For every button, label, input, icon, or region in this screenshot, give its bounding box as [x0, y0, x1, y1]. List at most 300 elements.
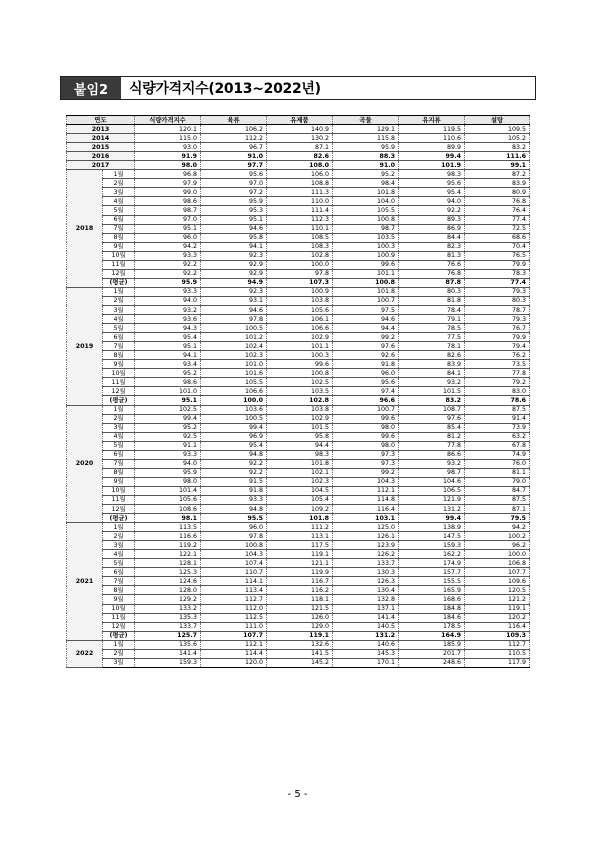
- month-cell: 5월: [103, 559, 135, 568]
- month-cell: 11월: [103, 378, 135, 387]
- value-cell: 92.2: [201, 468, 267, 477]
- value-cell: 83.9: [465, 179, 530, 188]
- value-cell: 102.9: [267, 414, 333, 423]
- value-cell: 87.2: [465, 170, 530, 179]
- month-cell: 12월: [103, 269, 135, 278]
- average-label: (평균): [103, 396, 135, 405]
- value-cell: 96.0: [333, 369, 399, 378]
- value-cell: 79.3: [465, 315, 530, 324]
- value-cell: 95.6: [201, 170, 267, 179]
- table-row-month: [67, 233, 530, 242]
- value-cell: 97.0: [135, 215, 201, 224]
- value-cell: 104.3: [333, 477, 399, 486]
- value-cell: 79.1: [399, 315, 465, 324]
- value-cell: 125.7: [135, 631, 201, 640]
- value-cell: 100.7: [333, 405, 399, 414]
- value-cell: 92.3: [201, 251, 267, 260]
- value-cell: 106.6: [267, 324, 333, 333]
- value-cell: 100.3: [333, 242, 399, 251]
- value-cell: 94.1: [135, 351, 201, 360]
- value-cell: 95.8: [267, 432, 333, 441]
- value-cell: 140.6: [333, 640, 399, 649]
- value-cell: 110.1: [267, 224, 333, 233]
- table-row-month: [67, 170, 530, 179]
- value-cell: 93.3: [135, 450, 201, 459]
- value-cell: 111.3: [267, 188, 333, 197]
- value-cell: 112.0: [201, 604, 267, 613]
- value-cell: 95.2: [135, 423, 201, 432]
- value-cell: 132.8: [333, 595, 399, 604]
- value-cell: 116.4: [333, 505, 399, 514]
- value-cell: 104.3: [201, 550, 267, 559]
- month-cell: 10월: [103, 486, 135, 495]
- month-cell: 7월: [103, 224, 135, 233]
- month-cell: 3월: [103, 188, 135, 197]
- value-cell: 104.0: [333, 197, 399, 206]
- value-cell: 94.1: [201, 242, 267, 251]
- value-cell: 80.3: [399, 287, 465, 296]
- page-number: - 5 -: [287, 789, 308, 800]
- table-row-month: [67, 432, 530, 441]
- value-cell: 110.5: [465, 649, 530, 658]
- value-cell: 132.6: [267, 640, 333, 649]
- value-cell: 100.0: [465, 550, 530, 559]
- value-cell: 96.9: [201, 432, 267, 441]
- value-cell: 91.0: [201, 152, 267, 161]
- value-cell: 99.4: [135, 414, 201, 423]
- value-cell: 155.5: [399, 577, 465, 586]
- value-cell: 93.3: [201, 495, 267, 504]
- value-cell: 94.0: [399, 197, 465, 206]
- value-cell: 95.1: [135, 342, 201, 351]
- value-cell: 97.3: [333, 450, 399, 459]
- table-row-month: [67, 315, 530, 324]
- table-row-average: [67, 396, 530, 405]
- value-cell: 121.9: [399, 495, 465, 504]
- value-cell: 91.4: [465, 414, 530, 423]
- header-year: 연도: [67, 116, 135, 125]
- value-cell: 92.2: [201, 459, 267, 468]
- value-cell: 96.0: [135, 233, 201, 242]
- value-cell: 72.5: [465, 224, 530, 233]
- value-cell: 106.2: [201, 125, 267, 134]
- month-cell: 1월: [103, 523, 135, 532]
- value-cell: 99.4: [201, 423, 267, 432]
- table-row-month: [67, 378, 530, 387]
- value-cell: 91.8: [333, 360, 399, 369]
- value-cell: 105.6: [267, 305, 333, 314]
- value-cell: 99.6: [333, 260, 399, 269]
- value-cell: 145.2: [267, 658, 333, 667]
- value-cell: 95.4: [201, 441, 267, 450]
- value-cell: 93.2: [399, 378, 465, 387]
- value-cell: 108.8: [267, 179, 333, 188]
- value-cell: 106.6: [201, 387, 267, 396]
- table-row-month: [67, 269, 530, 278]
- value-cell: 97.5: [333, 305, 399, 314]
- value-cell: 117.9: [465, 658, 530, 667]
- value-cell: 114.1: [201, 577, 267, 586]
- value-cell: 93.3: [135, 287, 201, 296]
- value-cell: 114.8: [333, 495, 399, 504]
- value-cell: 97.9: [135, 179, 201, 188]
- table-header-row: [67, 116, 530, 125]
- value-cell: 101.8: [267, 514, 333, 523]
- value-cell: 79.4: [465, 342, 530, 351]
- month-cell: 2월: [103, 179, 135, 188]
- value-cell: 81.3: [399, 251, 465, 260]
- value-cell: 108.0: [267, 161, 333, 170]
- table-row-month: [67, 287, 530, 296]
- value-cell: 112.5: [201, 613, 267, 622]
- value-cell: 108.7: [399, 405, 465, 414]
- value-cell: 119.5: [399, 125, 465, 134]
- value-cell: 103.1: [333, 514, 399, 523]
- month-cell: 1월: [103, 170, 135, 179]
- value-cell: 101.8: [333, 287, 399, 296]
- value-cell: 159.3: [135, 658, 201, 667]
- value-cell: 100.0: [201, 396, 267, 405]
- appendix-tag: 붙임2: [61, 77, 121, 99]
- value-cell: 96.8: [135, 170, 201, 179]
- table-row-month: [67, 188, 530, 197]
- table-row-month: [67, 586, 530, 595]
- value-cell: 129.1: [333, 125, 399, 134]
- value-cell: 105.5: [201, 378, 267, 387]
- average-label: (평균): [103, 631, 135, 640]
- value-cell: 117.5: [267, 541, 333, 550]
- value-cell: 77.4: [465, 278, 530, 287]
- value-cell: 76.2: [465, 351, 530, 360]
- value-cell: 97.6: [399, 414, 465, 423]
- value-cell: 98.4: [333, 179, 399, 188]
- value-cell: 162.2: [399, 550, 465, 559]
- value-cell: 94.3: [135, 324, 201, 333]
- value-cell: 87.8: [399, 278, 465, 287]
- value-cell: 248.6: [399, 658, 465, 667]
- value-cell: 77.8: [465, 369, 530, 378]
- value-cell: 95.8: [201, 233, 267, 242]
- value-cell: 133.7: [135, 622, 201, 631]
- month-cell: 6월: [103, 568, 135, 577]
- value-cell: 109.3: [465, 631, 530, 640]
- average-label: (평균): [103, 514, 135, 523]
- table-row-month: [67, 604, 530, 613]
- value-cell: 97.4: [333, 387, 399, 396]
- value-cell: 83.2: [399, 396, 465, 405]
- value-cell: 98.7: [333, 224, 399, 233]
- value-cell: 95.9: [135, 468, 201, 477]
- table-row-month: [67, 640, 530, 649]
- value-cell: 102.9: [267, 333, 333, 342]
- value-cell: 102.1: [267, 468, 333, 477]
- value-cell: 118.1: [267, 595, 333, 604]
- table-row-month: [67, 179, 530, 188]
- value-cell: 97.2: [201, 188, 267, 197]
- value-cell: 99.4: [399, 152, 465, 161]
- header-meat: 육류: [201, 116, 267, 125]
- value-cell: 135.6: [135, 640, 201, 649]
- value-cell: 111.4: [267, 206, 333, 215]
- value-cell: 79.9: [465, 260, 530, 269]
- value-cell: 73.5: [465, 360, 530, 369]
- value-cell: 78.3: [465, 269, 530, 278]
- value-cell: 98.3: [267, 450, 333, 459]
- value-cell: 121.2: [465, 595, 530, 604]
- value-cell: 120.5: [465, 586, 530, 595]
- value-cell: 107.7: [201, 631, 267, 640]
- value-cell: 133.7: [333, 559, 399, 568]
- value-cell: 129.2: [135, 595, 201, 604]
- value-cell: 67.8: [465, 441, 530, 450]
- value-cell: 78.6: [465, 396, 530, 405]
- value-cell: 106.8: [465, 559, 530, 568]
- value-cell: 96.7: [201, 143, 267, 152]
- year-cell: 2013: [67, 125, 135, 134]
- value-cell: 122.1: [135, 550, 201, 559]
- value-cell: 92.9: [201, 269, 267, 278]
- value-cell: 81.8: [399, 296, 465, 305]
- value-cell: 125.3: [135, 568, 201, 577]
- value-cell: 111.6: [465, 152, 530, 161]
- table-row-month: [67, 441, 530, 450]
- value-cell: 128.0: [135, 586, 201, 595]
- value-cell: 116.4: [465, 622, 530, 631]
- table-row-month: [67, 305, 530, 314]
- value-cell: 102.8: [267, 251, 333, 260]
- value-cell: 80.9: [465, 188, 530, 197]
- value-cell: 184.6: [399, 613, 465, 622]
- value-cell: 100.8: [267, 369, 333, 378]
- value-cell: 98.7: [135, 206, 201, 215]
- value-cell: 98.6: [135, 197, 201, 206]
- value-cell: 98.7: [399, 468, 465, 477]
- value-cell: 109.5: [465, 125, 530, 134]
- value-cell: 99.4: [399, 514, 465, 523]
- value-cell: 103.5: [267, 387, 333, 396]
- table-row-month: [67, 251, 530, 260]
- value-cell: 105.6: [135, 495, 201, 504]
- value-cell: 101.2: [201, 333, 267, 342]
- value-cell: 99.6: [333, 432, 399, 441]
- value-cell: 145.3: [333, 649, 399, 658]
- table-row-month: [67, 477, 530, 486]
- month-cell: 2월: [103, 296, 135, 305]
- value-cell: 93.3: [135, 251, 201, 260]
- value-cell: 95.9: [333, 143, 399, 152]
- value-cell: 78.4: [399, 305, 465, 314]
- value-cell: 95.2: [135, 369, 201, 378]
- value-cell: 170.1: [333, 658, 399, 667]
- value-cell: 98.0: [135, 161, 201, 170]
- value-cell: 178.5: [399, 622, 465, 631]
- month-cell: 12월: [103, 505, 135, 514]
- value-cell: 91.5: [201, 477, 267, 486]
- header-oils: 유지류: [399, 116, 465, 125]
- value-cell: 94.4: [333, 324, 399, 333]
- value-cell: 126.3: [333, 577, 399, 586]
- value-cell: 147.5: [399, 532, 465, 541]
- month-cell: 6월: [103, 215, 135, 224]
- value-cell: 107.3: [267, 278, 333, 287]
- table-row-annual: [67, 143, 530, 152]
- value-cell: 110.7: [201, 568, 267, 577]
- value-cell: 109.6: [465, 577, 530, 586]
- value-cell: 115.8: [333, 134, 399, 143]
- table-row-month: [67, 523, 530, 532]
- value-cell: 131.2: [399, 505, 465, 514]
- value-cell: 126.0: [267, 613, 333, 622]
- table-row-month: [67, 459, 530, 468]
- value-cell: 105.5: [333, 206, 399, 215]
- value-cell: 84.1: [399, 369, 465, 378]
- value-cell: 116.2: [267, 586, 333, 595]
- value-cell: 104.5: [267, 486, 333, 495]
- table-row-month: [67, 450, 530, 459]
- value-cell: 174.9: [399, 559, 465, 568]
- value-cell: 113.4: [201, 586, 267, 595]
- table-row-annual: [67, 134, 530, 143]
- value-cell: 113.1: [267, 532, 333, 541]
- value-cell: 98.0: [333, 441, 399, 450]
- value-cell: 102.5: [135, 405, 201, 414]
- value-cell: 141.4: [135, 649, 201, 658]
- value-cell: 130.3: [333, 568, 399, 577]
- value-cell: 120.2: [465, 613, 530, 622]
- year-cell: 2019: [67, 287, 103, 405]
- month-cell: 9월: [103, 360, 135, 369]
- value-cell: 98.0: [333, 423, 399, 432]
- table-row-month: [67, 224, 530, 233]
- value-cell: 91.8: [201, 486, 267, 495]
- value-cell: 95.9: [201, 197, 267, 206]
- month-cell: 7월: [103, 577, 135, 586]
- table-row-month: [67, 360, 530, 369]
- table-row-month: [67, 468, 530, 477]
- value-cell: 70.4: [465, 242, 530, 251]
- header-ffpi: 식량가격지수: [135, 116, 201, 125]
- value-cell: 108.3: [267, 242, 333, 251]
- value-cell: 99.2: [333, 468, 399, 477]
- table-row-month: [67, 622, 530, 631]
- value-cell: 95.1: [201, 215, 267, 224]
- month-cell: 2월: [103, 649, 135, 658]
- value-cell: 105.2: [465, 134, 530, 143]
- value-cell: 116.7: [267, 577, 333, 586]
- value-cell: 95.5: [201, 514, 267, 523]
- value-cell: 76.0: [465, 459, 530, 468]
- table-row-month: [67, 414, 530, 423]
- year-cell: 2017: [67, 161, 135, 170]
- value-cell: 133.2: [135, 604, 201, 613]
- table-row-month: [67, 532, 530, 541]
- month-cell: 5월: [103, 441, 135, 450]
- value-cell: 93.4: [135, 360, 201, 369]
- value-cell: 92.2: [135, 269, 201, 278]
- value-cell: 91.0: [333, 161, 399, 170]
- value-cell: 93.2: [135, 305, 201, 314]
- month-cell: 12월: [103, 387, 135, 396]
- value-cell: 100.9: [333, 251, 399, 260]
- month-cell: 5월: [103, 324, 135, 333]
- title-bar: [60, 76, 536, 100]
- value-cell: 77.5: [399, 333, 465, 342]
- value-cell: 103.5: [333, 233, 399, 242]
- month-cell: 3월: [103, 423, 135, 432]
- value-cell: 86.6: [399, 450, 465, 459]
- value-cell: 82.3: [399, 242, 465, 251]
- table-row-month: [67, 296, 530, 305]
- value-cell: 108.6: [135, 505, 201, 514]
- value-cell: 121.5: [267, 604, 333, 613]
- value-cell: 120.1: [135, 125, 201, 134]
- month-cell: 8월: [103, 468, 135, 477]
- value-cell: 111.2: [267, 523, 333, 532]
- month-cell: 1월: [103, 405, 135, 414]
- year-cell: 2015: [67, 143, 135, 152]
- value-cell: 97.8: [201, 532, 267, 541]
- value-cell: 119.2: [135, 541, 201, 550]
- value-cell: 97.8: [267, 269, 333, 278]
- value-cell: 107.7: [465, 568, 530, 577]
- value-cell: 102.5: [267, 378, 333, 387]
- value-cell: 106.5: [399, 486, 465, 495]
- value-cell: 141.4: [333, 613, 399, 622]
- table-row-month: [67, 613, 530, 622]
- value-cell: 140.5: [333, 622, 399, 631]
- value-cell: 115.0: [135, 134, 201, 143]
- value-cell: 87.1: [465, 505, 530, 514]
- value-cell: 201.7: [399, 649, 465, 658]
- month-cell: 10월: [103, 369, 135, 378]
- value-cell: 111.0: [201, 622, 267, 631]
- month-cell: 6월: [103, 450, 135, 459]
- month-cell: 11월: [103, 495, 135, 504]
- table-row-annual: [67, 125, 530, 134]
- table-row-average: [67, 514, 530, 523]
- table-row-average: [67, 631, 530, 640]
- value-cell: 102.8: [267, 396, 333, 405]
- month-cell: 8월: [103, 233, 135, 242]
- value-cell: 101.5: [267, 423, 333, 432]
- value-cell: 95.1: [135, 224, 201, 233]
- value-cell: 92.6: [333, 351, 399, 360]
- value-cell: 93.2: [399, 459, 465, 468]
- value-cell: 86.9: [399, 224, 465, 233]
- month-cell: 10월: [103, 251, 135, 260]
- value-cell: 104.6: [399, 477, 465, 486]
- value-cell: 119.1: [267, 550, 333, 559]
- value-cell: 100.8: [333, 278, 399, 287]
- value-cell: 73.9: [465, 423, 530, 432]
- month-cell: 4월: [103, 315, 135, 324]
- value-cell: 100.2: [465, 532, 530, 541]
- month-cell: 11월: [103, 260, 135, 269]
- header-cereals: 곡물: [333, 116, 399, 125]
- value-cell: 108.5: [267, 233, 333, 242]
- value-cell: 92.2: [399, 206, 465, 215]
- table-row-month: [67, 242, 530, 251]
- header-dairy: 유제품: [267, 116, 333, 125]
- value-cell: 100.7: [333, 296, 399, 305]
- value-cell: 98.0: [135, 477, 201, 486]
- value-cell: 106.1: [267, 315, 333, 324]
- value-cell: 126.2: [333, 550, 399, 559]
- year-cell: 2022: [67, 640, 103, 667]
- value-cell: 129.0: [267, 622, 333, 631]
- value-cell: 131.2: [333, 631, 399, 640]
- value-cell: 103.6: [201, 405, 267, 414]
